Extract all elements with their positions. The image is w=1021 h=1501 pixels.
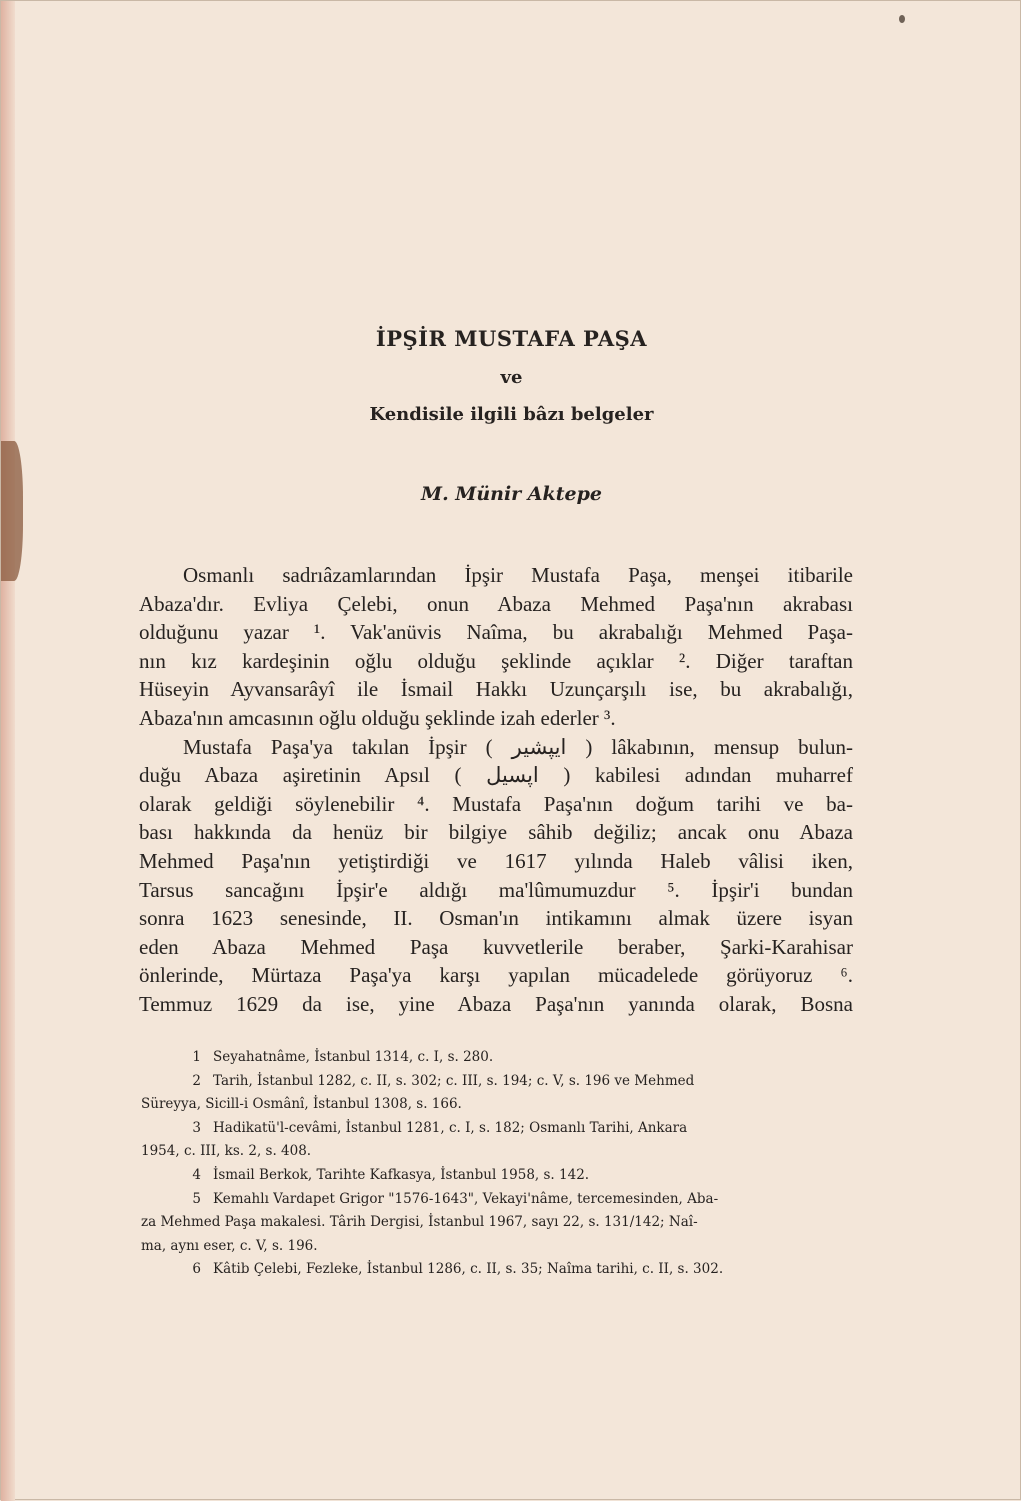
footnote-number: 4 — [192, 1166, 201, 1183]
article-subtitle: Kendisile ilgili bâzı belgeler — [369, 404, 654, 425]
footnote-text: Kâtib Çelebi, Fezleke, İstanbul 1286, c. II, s. 35; Naîma tarihi, c. II, s. 302. — [213, 1261, 724, 1278]
body-line: Tarsus sancağını İpşir'e aldığı ma'lûmumuzdur ⁵. İpşir'i bundan — [139, 877, 853, 902]
body-line: önlerinde, Mürtaza Paşa'ya karşı yapılan mücadelede görüyoruz ⁶. — [139, 963, 853, 988]
body-line: Abaza'nın amcasının oğlu olduğu şeklinde izah ederler ³. — [139, 705, 616, 730]
article-title: İPŞİR MUSTAFA PAŞA — [375, 326, 648, 351]
body-line: Mehmed Paşa'nın yetiştirdiği ve 1617 yılında Haleb vâlisi iken, — [139, 848, 853, 873]
footnote-2-continuation: Süreyya, Sicill-i Osmânî, İstanbul 1308, s. 166. — [141, 1096, 462, 1113]
footnote-3 — [141, 1117, 855, 1141]
body-line: Abaza'dır. Evliya Çelebi, onun Abaza Mehmed Paşa'nın akrabası — [139, 591, 853, 616]
footnote-4 — [141, 1164, 855, 1188]
footnote-6 — [141, 1258, 855, 1282]
body-line: duğu Abaza aşiretinin Apsıl ( اپسیل ) kabilesi adından muharref — [139, 763, 853, 788]
body-line: nın kız kardeşinin oğlu olduğu şeklinde açıklar ². Diğer taraftan — [139, 648, 853, 673]
footnote-number: 3 — [192, 1119, 201, 1136]
footnote-text: Hadikatü'l-cevâmi, İstanbul 1281, c. I, s. 182; Osmanlı Tarihi, Ankara — [213, 1119, 688, 1136]
body-line: olarak geldiği söylenebilir ⁴. Mustafa Paşa'nın doğum tarihi ve ba- — [139, 791, 853, 816]
article-author: M. Münir Aktepe — [421, 483, 602, 505]
body-line: Osmanlı sadrıâzamlarından İpşir Mustafa Paşa, menşei itibarile — [183, 563, 853, 587]
body-line: Hüseyin Ayvansarâyî ile İsmail Hakkı Uzunçarşılı ise, bu akrabalığı, — [139, 677, 853, 702]
body-line: eden Abaza Mehmed Paşa kuvvetlerile beraber, Şarki-Karahisar — [139, 934, 853, 959]
footnote-number: 2 — [192, 1072, 201, 1089]
body-line: Temmuz 1629 da ise, yine Abaza Paşa'nın yanında olarak, Bosna — [139, 991, 853, 1016]
footnote-number: 5 — [192, 1190, 201, 1207]
ink-speck — [899, 15, 905, 23]
footnote-5-continuation: ma, aynı eser, c. V, s. 196. — [141, 1237, 318, 1254]
footnote-3-continuation: 1954, c. III, ks. 2, s. 408. — [141, 1143, 312, 1160]
footnote-1 — [141, 1046, 855, 1070]
footnote-5-continuation: za Mehmed Paşa makalesi. Târih Dergisi, İstanbul 1967, sayı 22, s. 131/142; Naî- — [141, 1214, 698, 1231]
body-line: sonra 1623 senesinde, II. Osman'ın intikamını almak üzere isyan — [139, 906, 853, 931]
article-conjunction: ve — [500, 367, 523, 388]
footnote-text: Kemahlı Vardapet Grigor "1576-1643", Vekayi'nâme, tercemesinden, Aba- — [213, 1190, 719, 1207]
footnote-text: İsmail Berkok, Tarihte Kafkasya, İstanbul 1958, s. 142. — [213, 1166, 590, 1183]
footnote-5 — [141, 1188, 855, 1212]
footnote-number: 6 — [192, 1261, 201, 1278]
footnote-text: Tarih, İstanbul 1282, c. II, s. 302; c. III, s. 194; c. V, s. 196 ve Mehmed — [213, 1072, 695, 1089]
footnotes — [141, 1046, 855, 1282]
page-edge-discoloration — [1, 1, 15, 1501]
footnote-text: Seyahatnâme, İstanbul 1314, c. I, s. 280. — [213, 1049, 494, 1065]
footnote-2 — [141, 1070, 855, 1094]
article-body — [139, 561, 853, 1019]
binding-damage — [1, 441, 23, 581]
body-line: Mustafa Paşa'ya takılan İpşir ( ایپشیر ) lâkabının, mensup bulun- — [183, 734, 854, 759]
body-line: olduğunu yazar ¹. Vak'anüvis Naîma, bu akrabalığı Mehmed Paşa- — [139, 620, 853, 645]
footnote-number: 1 — [192, 1049, 201, 1065]
body-line: bası hakkında da henüz bir bilgiye sâhib değiliz; ancak onu Abaza — [139, 820, 853, 845]
